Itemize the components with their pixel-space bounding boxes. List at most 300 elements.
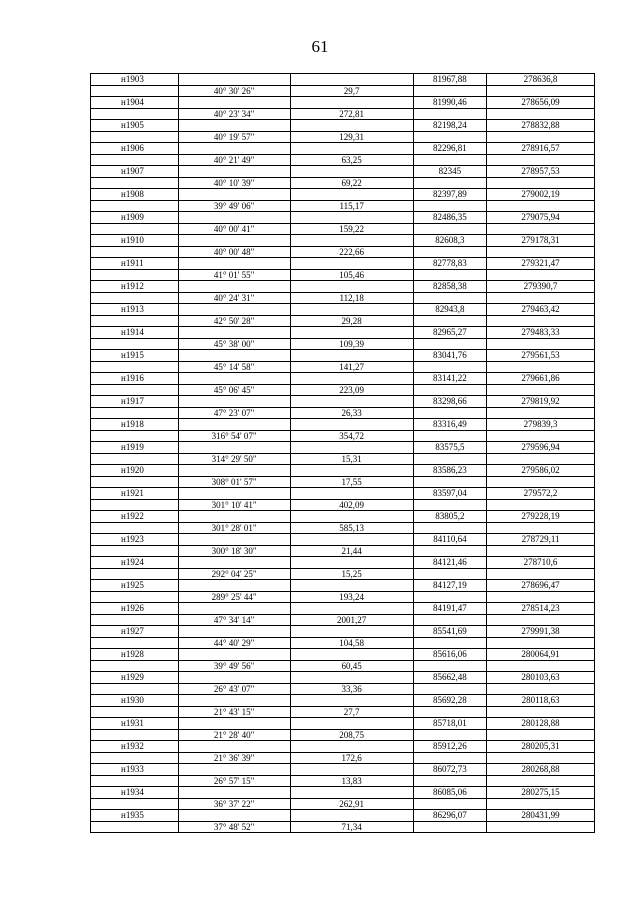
bearing-angle-cell: 301° 10' 41" bbox=[178, 499, 290, 511]
empty-cell bbox=[413, 660, 486, 672]
empty-cell bbox=[91, 292, 179, 304]
y-coordinate-cell: 278729,11 bbox=[487, 534, 595, 546]
bearing-angle-cell: 301° 28' 01" bbox=[178, 522, 290, 534]
segment-length-cell: 17,55 bbox=[290, 476, 413, 488]
empty-cell bbox=[91, 591, 179, 603]
empty-cell bbox=[487, 177, 595, 189]
point-id-cell: н1904 bbox=[91, 97, 179, 109]
point-id-cell: н1934 bbox=[91, 787, 179, 799]
empty-cell bbox=[290, 396, 413, 408]
empty-cell bbox=[178, 74, 290, 86]
segment-length-cell: 159,22 bbox=[290, 223, 413, 235]
segment-length-cell: 193,24 bbox=[290, 591, 413, 603]
empty-cell bbox=[487, 798, 595, 810]
x-coordinate-cell: 82198,24 bbox=[413, 120, 486, 132]
segment-length-cell: 112,18 bbox=[290, 292, 413, 304]
x-coordinate-cell: 82486,35 bbox=[413, 212, 486, 224]
segment-row bbox=[91, 821, 595, 833]
bearing-angle-cell: 39° 49' 06" bbox=[178, 200, 290, 212]
empty-cell bbox=[178, 741, 290, 753]
y-coordinate-cell: 278957,53 bbox=[487, 166, 595, 178]
point-id-cell: н1912 bbox=[91, 281, 179, 293]
bearing-angle-cell: 42° 50' 28" bbox=[178, 315, 290, 327]
empty-cell bbox=[290, 603, 413, 615]
empty-cell bbox=[290, 189, 413, 201]
segment-length-cell: 104,58 bbox=[290, 637, 413, 649]
empty-cell bbox=[413, 453, 486, 465]
empty-cell bbox=[413, 223, 486, 235]
point-row bbox=[91, 488, 595, 500]
y-coordinate-cell: 279321,47 bbox=[487, 258, 595, 270]
point-row bbox=[91, 718, 595, 730]
x-coordinate-cell: 85692,28 bbox=[413, 695, 486, 707]
segment-length-cell: 208,75 bbox=[290, 729, 413, 741]
x-coordinate-cell: 86085,06 bbox=[413, 787, 486, 799]
point-id-cell: н1930 bbox=[91, 695, 179, 707]
empty-cell bbox=[290, 442, 413, 454]
point-row bbox=[91, 580, 595, 592]
empty-cell bbox=[290, 649, 413, 661]
empty-cell bbox=[487, 361, 595, 373]
empty-cell bbox=[91, 614, 179, 626]
empty-cell bbox=[413, 131, 486, 143]
empty-cell bbox=[487, 407, 595, 419]
x-coordinate-cell: 83141,22 bbox=[413, 373, 486, 385]
segment-length-cell: 13,83 bbox=[290, 775, 413, 787]
empty-cell bbox=[178, 396, 290, 408]
point-id-cell: н1907 bbox=[91, 166, 179, 178]
empty-cell bbox=[413, 177, 486, 189]
point-row bbox=[91, 695, 595, 707]
point-row bbox=[91, 373, 595, 385]
empty-cell bbox=[290, 120, 413, 132]
empty-cell bbox=[91, 246, 179, 258]
empty-cell bbox=[290, 212, 413, 224]
segment-row bbox=[91, 407, 595, 419]
segment-length-cell: 262,91 bbox=[290, 798, 413, 810]
empty-cell bbox=[91, 545, 179, 557]
x-coordinate-cell: 83575,5 bbox=[413, 442, 486, 454]
segment-row bbox=[91, 637, 595, 649]
point-row bbox=[91, 74, 595, 86]
y-coordinate-cell: 280064,91 bbox=[487, 649, 595, 661]
point-row bbox=[91, 534, 595, 546]
y-coordinate-cell: 280128,88 bbox=[487, 718, 595, 730]
segment-row bbox=[91, 223, 595, 235]
empty-cell bbox=[290, 166, 413, 178]
bearing-angle-cell: 39° 49' 56" bbox=[178, 660, 290, 672]
empty-cell bbox=[413, 200, 486, 212]
x-coordinate-cell: 83316,49 bbox=[413, 419, 486, 431]
x-coordinate-cell: 85541,69 bbox=[413, 626, 486, 638]
empty-cell bbox=[91, 637, 179, 649]
segment-length-cell: 29,28 bbox=[290, 315, 413, 327]
empty-cell bbox=[413, 246, 486, 258]
point-row bbox=[91, 603, 595, 615]
y-coordinate-cell: 279178,31 bbox=[487, 235, 595, 247]
empty-cell bbox=[413, 315, 486, 327]
empty-cell bbox=[487, 384, 595, 396]
empty-cell bbox=[290, 557, 413, 569]
empty-cell bbox=[413, 683, 486, 695]
bearing-angle-cell: 47° 34' 14" bbox=[178, 614, 290, 626]
empty-cell bbox=[290, 258, 413, 270]
y-coordinate-cell: 278710,6 bbox=[487, 557, 595, 569]
empty-cell bbox=[178, 465, 290, 477]
x-coordinate-cell: 82943,8 bbox=[413, 304, 486, 316]
empty-cell bbox=[91, 775, 179, 787]
point-id-cell: н1932 bbox=[91, 741, 179, 753]
empty-cell bbox=[178, 97, 290, 109]
bearing-angle-cell: 40° 00' 48" bbox=[178, 246, 290, 258]
empty-cell bbox=[91, 752, 179, 764]
segment-row bbox=[91, 614, 595, 626]
empty-cell bbox=[91, 522, 179, 534]
x-coordinate-cell: 84110,64 bbox=[413, 534, 486, 546]
empty-cell bbox=[487, 821, 595, 833]
segment-length-cell: 21,44 bbox=[290, 545, 413, 557]
bearing-angle-cell: 40° 24' 31" bbox=[178, 292, 290, 304]
empty-cell bbox=[91, 430, 179, 442]
segment-length-cell: 402,09 bbox=[290, 499, 413, 511]
x-coordinate-cell: 83597,04 bbox=[413, 488, 486, 500]
empty-cell bbox=[91, 729, 179, 741]
empty-cell bbox=[91, 821, 179, 833]
segment-length-cell: 105,46 bbox=[290, 269, 413, 281]
x-coordinate-cell: 82608,3 bbox=[413, 235, 486, 247]
empty-cell bbox=[413, 407, 486, 419]
empty-cell bbox=[178, 281, 290, 293]
empty-cell bbox=[413, 591, 486, 603]
point-row bbox=[91, 166, 595, 178]
empty-cell bbox=[290, 672, 413, 684]
segment-length-cell: 141,27 bbox=[290, 361, 413, 373]
empty-cell bbox=[178, 718, 290, 730]
empty-cell bbox=[290, 281, 413, 293]
empty-cell bbox=[413, 361, 486, 373]
point-id-cell: н1913 bbox=[91, 304, 179, 316]
point-row bbox=[91, 465, 595, 477]
x-coordinate-cell: 84121,46 bbox=[413, 557, 486, 569]
segment-row bbox=[91, 154, 595, 166]
empty-cell bbox=[487, 453, 595, 465]
empty-cell bbox=[487, 591, 595, 603]
empty-cell bbox=[487, 246, 595, 258]
x-coordinate-cell: 82778,83 bbox=[413, 258, 486, 270]
empty-cell bbox=[91, 200, 179, 212]
point-row bbox=[91, 626, 595, 638]
x-coordinate-cell: 82397,89 bbox=[413, 189, 486, 201]
empty-cell bbox=[413, 545, 486, 557]
y-coordinate-cell: 278696,47 bbox=[487, 580, 595, 592]
empty-cell bbox=[413, 108, 486, 120]
empty-cell bbox=[290, 327, 413, 339]
segment-length-cell: 109,39 bbox=[290, 338, 413, 350]
empty-cell bbox=[178, 373, 290, 385]
y-coordinate-cell: 278916,57 bbox=[487, 143, 595, 155]
point-id-cell: н1935 bbox=[91, 810, 179, 822]
empty-cell bbox=[413, 798, 486, 810]
point-row bbox=[91, 787, 595, 799]
empty-cell bbox=[178, 212, 290, 224]
x-coordinate-cell: 85616,06 bbox=[413, 649, 486, 661]
segment-length-cell: 69,22 bbox=[290, 177, 413, 189]
empty-cell bbox=[290, 143, 413, 155]
empty-cell bbox=[413, 384, 486, 396]
x-coordinate-cell: 83298,66 bbox=[413, 396, 486, 408]
segment-length-cell: 29,7 bbox=[290, 85, 413, 97]
empty-cell bbox=[178, 120, 290, 132]
point-row bbox=[91, 212, 595, 224]
segment-row bbox=[91, 476, 595, 488]
segment-row bbox=[91, 591, 595, 603]
empty-cell bbox=[413, 821, 486, 833]
empty-cell bbox=[413, 637, 486, 649]
point-id-cell: н1916 bbox=[91, 373, 179, 385]
point-id-cell: н1923 bbox=[91, 534, 179, 546]
bearing-angle-cell: 308° 01' 57" bbox=[178, 476, 290, 488]
point-row bbox=[91, 557, 595, 569]
empty-cell bbox=[487, 269, 595, 281]
empty-cell bbox=[413, 430, 486, 442]
coordinates-table bbox=[90, 73, 595, 833]
point-id-cell: н1929 bbox=[91, 672, 179, 684]
segment-length-cell: 2001,27 bbox=[290, 614, 413, 626]
point-id-cell: н1910 bbox=[91, 235, 179, 247]
empty-cell bbox=[290, 718, 413, 730]
bearing-angle-cell: 314° 29' 50" bbox=[178, 453, 290, 465]
segment-length-cell: 272,81 bbox=[290, 108, 413, 120]
x-coordinate-cell: 82345 bbox=[413, 166, 486, 178]
x-coordinate-cell: 85718,01 bbox=[413, 718, 486, 730]
segment-length-cell: 60,45 bbox=[290, 660, 413, 672]
y-coordinate-cell: 279483,33 bbox=[487, 327, 595, 339]
empty-cell bbox=[91, 568, 179, 580]
y-coordinate-cell: 279991,38 bbox=[487, 626, 595, 638]
empty-cell bbox=[487, 108, 595, 120]
empty-cell bbox=[91, 154, 179, 166]
point-id-cell: н1921 bbox=[91, 488, 179, 500]
page-number: 61 bbox=[311, 37, 329, 56]
bearing-angle-cell: 40° 21' 49" bbox=[178, 154, 290, 166]
empty-cell bbox=[290, 419, 413, 431]
point-id-cell: н1908 bbox=[91, 189, 179, 201]
empty-cell bbox=[487, 683, 595, 695]
x-coordinate-cell: 84127,19 bbox=[413, 580, 486, 592]
bearing-angle-cell: 289° 25' 44" bbox=[178, 591, 290, 603]
empty-cell bbox=[487, 499, 595, 511]
empty-cell bbox=[413, 476, 486, 488]
y-coordinate-cell: 278514,23 bbox=[487, 603, 595, 615]
empty-cell bbox=[178, 258, 290, 270]
empty-cell bbox=[290, 511, 413, 523]
empty-cell bbox=[487, 545, 595, 557]
x-coordinate-cell: 83041,76 bbox=[413, 350, 486, 362]
segment-row bbox=[91, 131, 595, 143]
segment-row bbox=[91, 683, 595, 695]
empty-cell bbox=[178, 304, 290, 316]
empty-cell bbox=[178, 488, 290, 500]
y-coordinate-cell: 279561,53 bbox=[487, 350, 595, 362]
empty-cell bbox=[487, 315, 595, 327]
empty-cell bbox=[290, 304, 413, 316]
empty-cell bbox=[290, 534, 413, 546]
empty-cell bbox=[487, 338, 595, 350]
segment-row bbox=[91, 177, 595, 189]
empty-cell bbox=[290, 810, 413, 822]
empty-cell bbox=[290, 787, 413, 799]
empty-cell bbox=[487, 85, 595, 97]
empty-cell bbox=[178, 419, 290, 431]
x-coordinate-cell: 81967,88 bbox=[413, 74, 486, 86]
bearing-angle-cell: 45° 14' 58" bbox=[178, 361, 290, 373]
point-id-cell: н1925 bbox=[91, 580, 179, 592]
empty-cell bbox=[91, 223, 179, 235]
bearing-angle-cell: 292° 04' 25" bbox=[178, 568, 290, 580]
point-id-cell: н1906 bbox=[91, 143, 179, 155]
empty-cell bbox=[91, 476, 179, 488]
empty-cell bbox=[487, 476, 595, 488]
empty-cell bbox=[178, 695, 290, 707]
x-coordinate-cell: 85912,26 bbox=[413, 741, 486, 753]
point-row bbox=[91, 741, 595, 753]
segment-length-cell: 585,13 bbox=[290, 522, 413, 534]
bearing-angle-cell: 40° 23' 34" bbox=[178, 108, 290, 120]
y-coordinate-cell: 279661,86 bbox=[487, 373, 595, 385]
segment-row bbox=[91, 775, 595, 787]
empty-cell bbox=[91, 361, 179, 373]
empty-cell bbox=[178, 649, 290, 661]
empty-cell bbox=[91, 269, 179, 281]
point-row bbox=[91, 810, 595, 822]
segment-length-cell: 15,25 bbox=[290, 568, 413, 580]
x-coordinate-cell: 83805,2 bbox=[413, 511, 486, 523]
point-row bbox=[91, 396, 595, 408]
y-coordinate-cell: 280103,63 bbox=[487, 672, 595, 684]
empty-cell bbox=[178, 350, 290, 362]
x-coordinate-cell: 83586,23 bbox=[413, 465, 486, 477]
empty-cell bbox=[487, 614, 595, 626]
x-coordinate-cell: 86296,07 bbox=[413, 810, 486, 822]
point-id-cell: н1909 bbox=[91, 212, 179, 224]
point-id-cell: н1919 bbox=[91, 442, 179, 454]
segment-length-cell: 129,31 bbox=[290, 131, 413, 143]
empty-cell bbox=[91, 660, 179, 672]
empty-cell bbox=[487, 430, 595, 442]
segment-length-cell: 222,66 bbox=[290, 246, 413, 258]
bearing-angle-cell: 37° 48' 52" bbox=[178, 821, 290, 833]
empty-cell bbox=[91, 108, 179, 120]
empty-cell bbox=[178, 626, 290, 638]
empty-cell bbox=[290, 350, 413, 362]
point-row bbox=[91, 350, 595, 362]
y-coordinate-cell: 280118,63 bbox=[487, 695, 595, 707]
x-coordinate-cell: 81990,46 bbox=[413, 97, 486, 109]
point-row bbox=[91, 189, 595, 201]
bearing-angle-cell: 44° 40' 29" bbox=[178, 637, 290, 649]
y-coordinate-cell: 279596,94 bbox=[487, 442, 595, 454]
empty-cell bbox=[178, 235, 290, 247]
bearing-angle-cell: 36° 37' 22" bbox=[178, 798, 290, 810]
segment-length-cell: 172,6 bbox=[290, 752, 413, 764]
empty-cell bbox=[413, 614, 486, 626]
segment-row bbox=[91, 752, 595, 764]
y-coordinate-cell: 279819,92 bbox=[487, 396, 595, 408]
empty-cell bbox=[290, 764, 413, 776]
segment-length-cell: 26,33 bbox=[290, 407, 413, 419]
y-coordinate-cell: 280268,88 bbox=[487, 764, 595, 776]
point-row bbox=[91, 442, 595, 454]
y-coordinate-cell: 280205,31 bbox=[487, 741, 595, 753]
x-coordinate-cell: 82965,27 bbox=[413, 327, 486, 339]
point-id-cell: н1928 bbox=[91, 649, 179, 661]
empty-cell bbox=[487, 752, 595, 764]
empty-cell bbox=[91, 384, 179, 396]
segment-row bbox=[91, 361, 595, 373]
bearing-angle-cell: 300° 18' 30" bbox=[178, 545, 290, 557]
x-coordinate-cell: 86072,73 bbox=[413, 764, 486, 776]
y-coordinate-cell: 279463,42 bbox=[487, 304, 595, 316]
segment-row bbox=[91, 85, 595, 97]
empty-cell bbox=[91, 683, 179, 695]
empty-cell bbox=[413, 85, 486, 97]
y-coordinate-cell: 280431,99 bbox=[487, 810, 595, 822]
point-id-cell: н1917 bbox=[91, 396, 179, 408]
empty-cell bbox=[413, 729, 486, 741]
segment-length-cell: 27,7 bbox=[290, 706, 413, 718]
y-coordinate-cell: 279075,94 bbox=[487, 212, 595, 224]
empty-cell bbox=[413, 499, 486, 511]
bearing-angle-cell: 40° 10' 39" bbox=[178, 177, 290, 189]
point-row bbox=[91, 120, 595, 132]
point-row bbox=[91, 327, 595, 339]
empty-cell bbox=[290, 626, 413, 638]
empty-cell bbox=[487, 729, 595, 741]
empty-cell bbox=[91, 338, 179, 350]
empty-cell bbox=[413, 775, 486, 787]
x-coordinate-cell: 82858,38 bbox=[413, 281, 486, 293]
empty-cell bbox=[91, 453, 179, 465]
empty-cell bbox=[178, 166, 290, 178]
segment-row bbox=[91, 269, 595, 281]
bearing-angle-cell: 40° 19' 57" bbox=[178, 131, 290, 143]
point-row bbox=[91, 419, 595, 431]
x-coordinate-cell: 85662,48 bbox=[413, 672, 486, 684]
empty-cell bbox=[178, 764, 290, 776]
empty-cell bbox=[91, 85, 179, 97]
segment-row bbox=[91, 706, 595, 718]
point-id-cell: н1905 bbox=[91, 120, 179, 132]
empty-cell bbox=[290, 580, 413, 592]
y-coordinate-cell: 279586,02 bbox=[487, 465, 595, 477]
y-coordinate-cell: 278832,88 bbox=[487, 120, 595, 132]
segment-row bbox=[91, 200, 595, 212]
x-coordinate-cell: 82296,81 bbox=[413, 143, 486, 155]
empty-cell bbox=[178, 672, 290, 684]
segment-row bbox=[91, 384, 595, 396]
y-coordinate-cell: 278636,8 bbox=[487, 74, 595, 86]
bearing-angle-cell: 26° 57' 15" bbox=[178, 775, 290, 787]
point-id-cell: н1914 bbox=[91, 327, 179, 339]
segment-length-cell: 33,36 bbox=[290, 683, 413, 695]
bearing-angle-cell: 21° 36' 39" bbox=[178, 752, 290, 764]
empty-cell bbox=[178, 810, 290, 822]
point-row bbox=[91, 764, 595, 776]
point-id-cell: н1926 bbox=[91, 603, 179, 615]
point-id-cell: н1911 bbox=[91, 258, 179, 270]
point-id-cell: н1903 bbox=[91, 74, 179, 86]
segment-row bbox=[91, 430, 595, 442]
